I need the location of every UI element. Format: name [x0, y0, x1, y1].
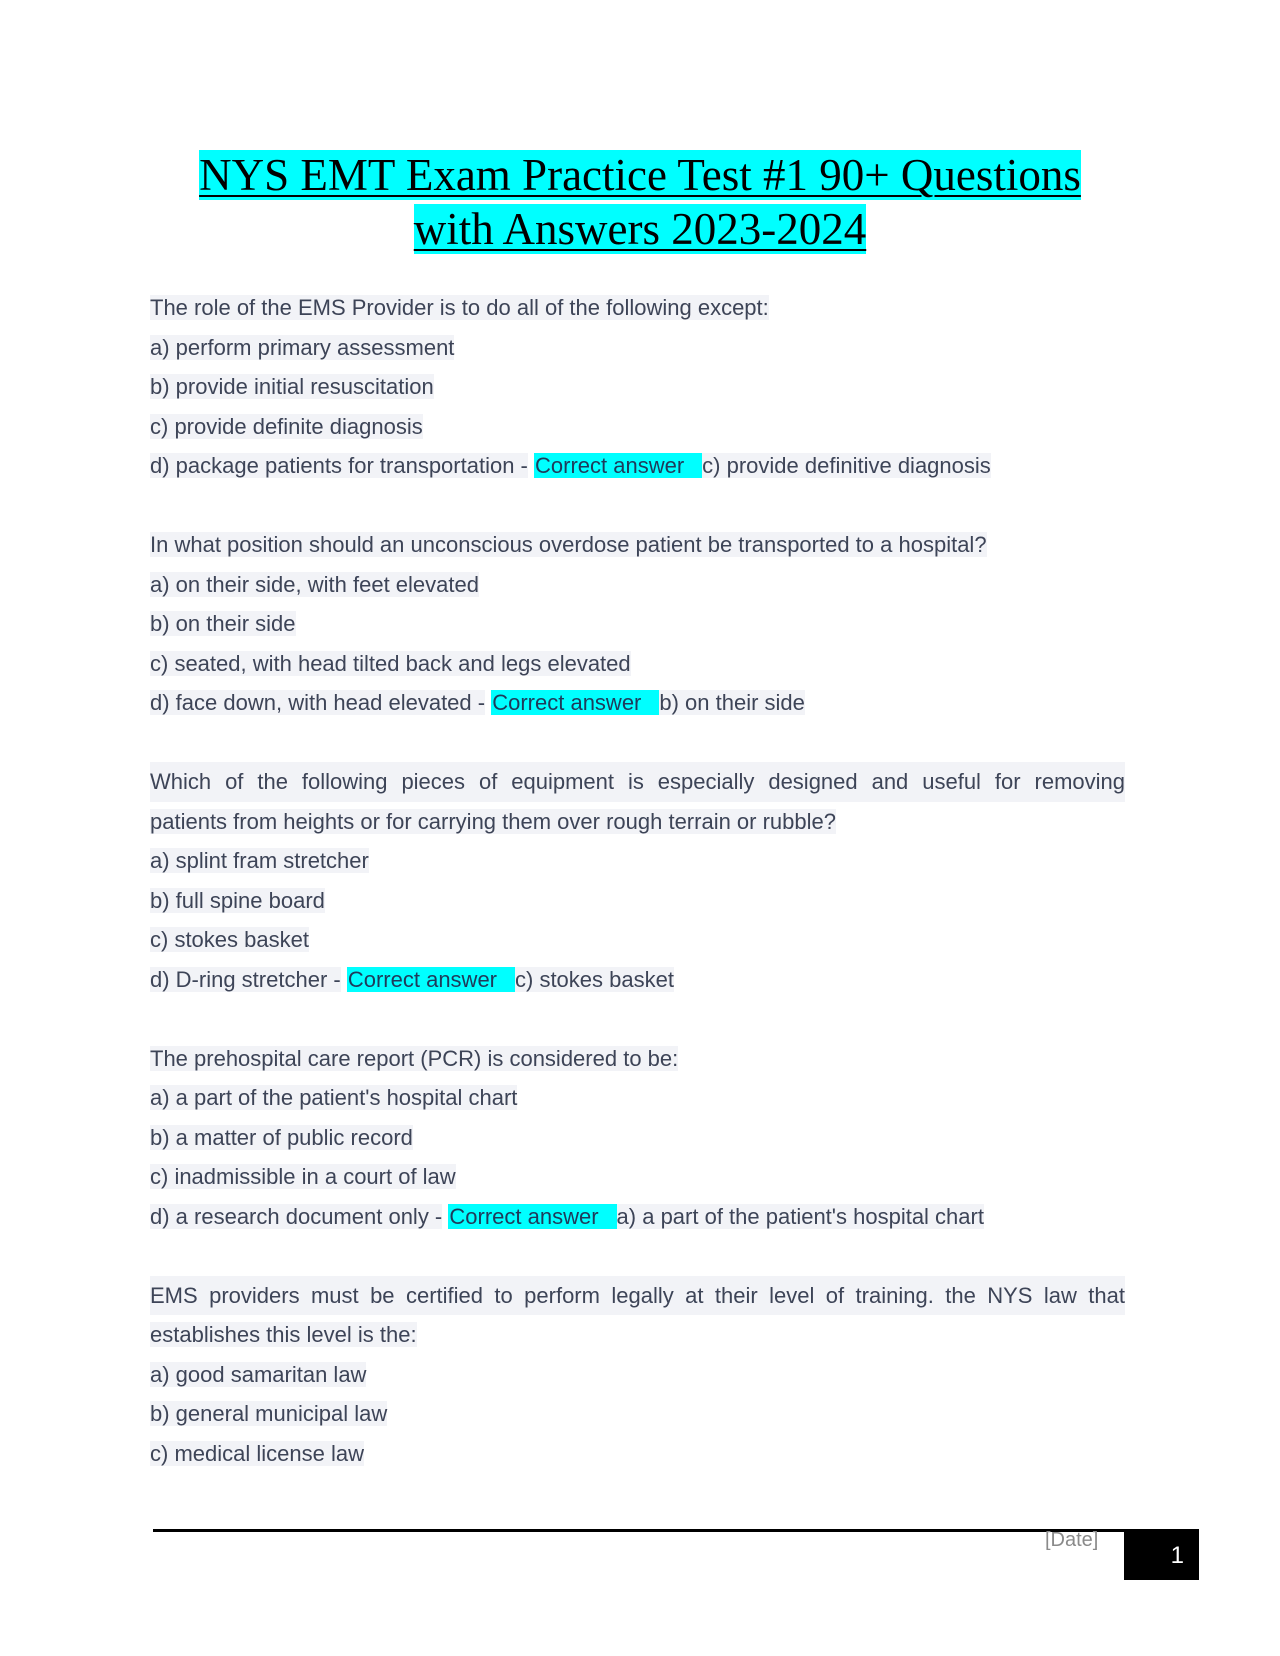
answer-text: a) a part of the patient's hospital chart [616, 1203, 984, 1229]
answer-text: c) stokes basket [515, 966, 674, 992]
option: c) inadmissible in a court of law [150, 1164, 456, 1189]
title-line-2: with Answers 2023-2024 [413, 204, 867, 254]
question-3-line-1: Which of the following pieces of equipment is especially designed and useful for removing [150, 762, 1125, 802]
option-with-answer: d) a research document only - Correct answer a) a part of the patient's hospital chart [150, 1203, 984, 1229]
correct-answer-label: Correct answer [491, 690, 659, 715]
question-text: The role of the EMS Provider is to do all of the following except: [150, 295, 769, 320]
correct-answer-label: Correct answer [534, 453, 702, 478]
option: a) perform primary assessment [150, 334, 455, 360]
option: b) provide initial resuscitation [150, 374, 434, 399]
correct-answer-label: Correct answer [448, 1204, 616, 1229]
option-with-answer: d) package patients for transportation - Correct answer c) provide definitive diagnosis [150, 453, 991, 478]
option: b) on their side [150, 611, 296, 636]
page-number: 1 [1124, 1529, 1199, 1580]
document-title [150, 148, 1130, 256]
question-4 [150, 1039, 1125, 1079]
question-3-line-2: patients from heights or for carrying them over rough terrain or rubble? [150, 808, 836, 834]
option: b) general municipal law [150, 1401, 388, 1426]
question-1 [150, 288, 1125, 328]
option-with-answer: d) face down, with head elevated - Correct answer b) on their side [150, 690, 805, 715]
option: c) provide definite diagnosis [150, 413, 423, 439]
option: c) medical license law [150, 1440, 364, 1466]
footer-divider [153, 1529, 1128, 1532]
question-text: The prehospital care report (PCR) is considered to be: [150, 1045, 679, 1071]
question-list [150, 288, 1125, 1473]
question-5-line-1: EMS providers must be certified to perform legally at their level of training. the NYS law that [150, 1276, 1125, 1316]
correct-answer-label: Correct answer [347, 967, 515, 992]
option: a) on their side, with feet elevated [150, 571, 479, 597]
title-line-1: NYS EMT Exam Practice Test #1 90+ Questions [199, 150, 1081, 200]
option: c) stokes basket [150, 927, 309, 952]
option: c) seated, with head tilted back and legs elevated [150, 650, 631, 676]
footer-date: [Date] [1045, 1529, 1099, 1551]
option: a) good samaritan law [150, 1361, 367, 1387]
option: b) a matter of public record [150, 1124, 413, 1150]
option: a) splint fram stretcher [150, 848, 369, 873]
question-5-line-2: establishes this level is the: [150, 1322, 417, 1347]
option: a) a part of the patient's hospital chart [150, 1085, 518, 1110]
option-with-answer: d) D-ring stretcher - Correct answer c) stokes basket [150, 966, 674, 992]
answer-text: b) on their side [659, 690, 805, 715]
question-2 [150, 525, 1125, 565]
option: b) full spine board [150, 887, 325, 913]
question-text: In what position should an unconscious overdose patient be transported to a hospital? [150, 532, 987, 557]
answer-text: c) provide definitive diagnosis [702, 453, 991, 478]
